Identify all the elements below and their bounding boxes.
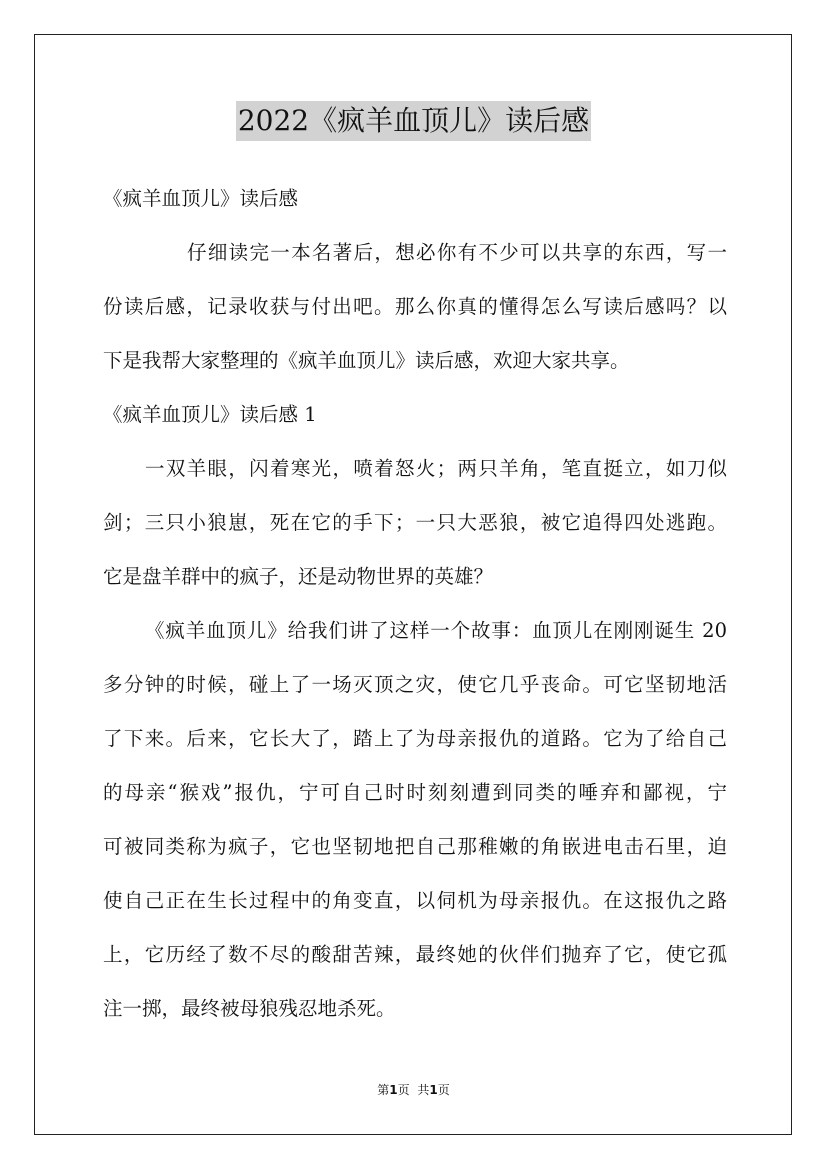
intro-line: 仔细读完一本名著后，想必你有不少可以共享的东西，写一 <box>187 241 727 264</box>
intro-line: 份读后感，记录收获与付出吧。那么你真的懂得怎么写读后感吗？以 <box>103 295 727 318</box>
footer-total-suffix: 页 <box>437 1083 450 1097</box>
footer-total-number: 1 <box>429 1083 438 1097</box>
paragraph-line: 了下来。后来，它长大了，踏上了为母亲报仇的道路。它为了给自己 <box>103 727 727 750</box>
footer-total-prefix: 共 <box>417 1083 430 1097</box>
paragraph-line: 注一掷，最终被母狼残忍地杀死。 <box>103 997 396 1020</box>
section-heading: 《疯羊血顶儿》读后感 1 <box>103 403 317 426</box>
paragraph-line: 《疯羊血顶儿》给我们讲了这样一个故事：血顶儿在刚刚诞生 20 <box>145 619 727 642</box>
page-footer <box>0 1081 827 1099</box>
title-container <box>0 101 827 141</box>
paragraph-line: 一双羊眼，闪着寒光，喷着怒火；两只羊角，笔直挺立，如刀似 <box>145 457 727 480</box>
paragraph-line: 它是盘羊群中的疯子，还是动物世界的英雄？ <box>103 565 494 588</box>
paragraph-line: 多分钟的时候，碰上了一场灭顶之灾，使它几乎丧命。可它坚韧地活 <box>103 673 727 696</box>
footer-page-number: 1 <box>389 1083 398 1097</box>
paragraph-line: 上，它历经了数不尽的酸甜苦辣，最终她的伙伴们抛弃了它，使它孤 <box>103 943 727 966</box>
paragraph-line: 使自己正在生长过程中的角变直，以伺机为母亲报仇。在这报仇之路 <box>103 889 727 912</box>
intro-line: 下是我帮大家整理的《疯羊血顶儿》读后感，欢迎大家共享。 <box>103 349 630 372</box>
document-title: 2022《疯羊血顶儿》读后感 <box>236 101 591 141</box>
footer-page-suffix: 页 <box>397 1083 410 1097</box>
paragraph-line: 可被同类称为疯子，它也坚韧地把自己那稚嫩的角嵌进电击石里，迫 <box>103 835 727 858</box>
paragraph-line: 的母亲“猴戏”报仇，宁可自己时时刻刻遭到同类的唾弃和鄙视，宁 <box>103 781 727 804</box>
heading: 《疯羊血顶儿》读后感 <box>103 187 299 210</box>
paragraph-line: 剑；三只小狼崽，死在它的手下；一只大恶狼，被它追得四处逃跑。 <box>103 511 727 534</box>
footer-prefix: 第 <box>377 1083 390 1097</box>
document-body <box>103 172 727 1036</box>
